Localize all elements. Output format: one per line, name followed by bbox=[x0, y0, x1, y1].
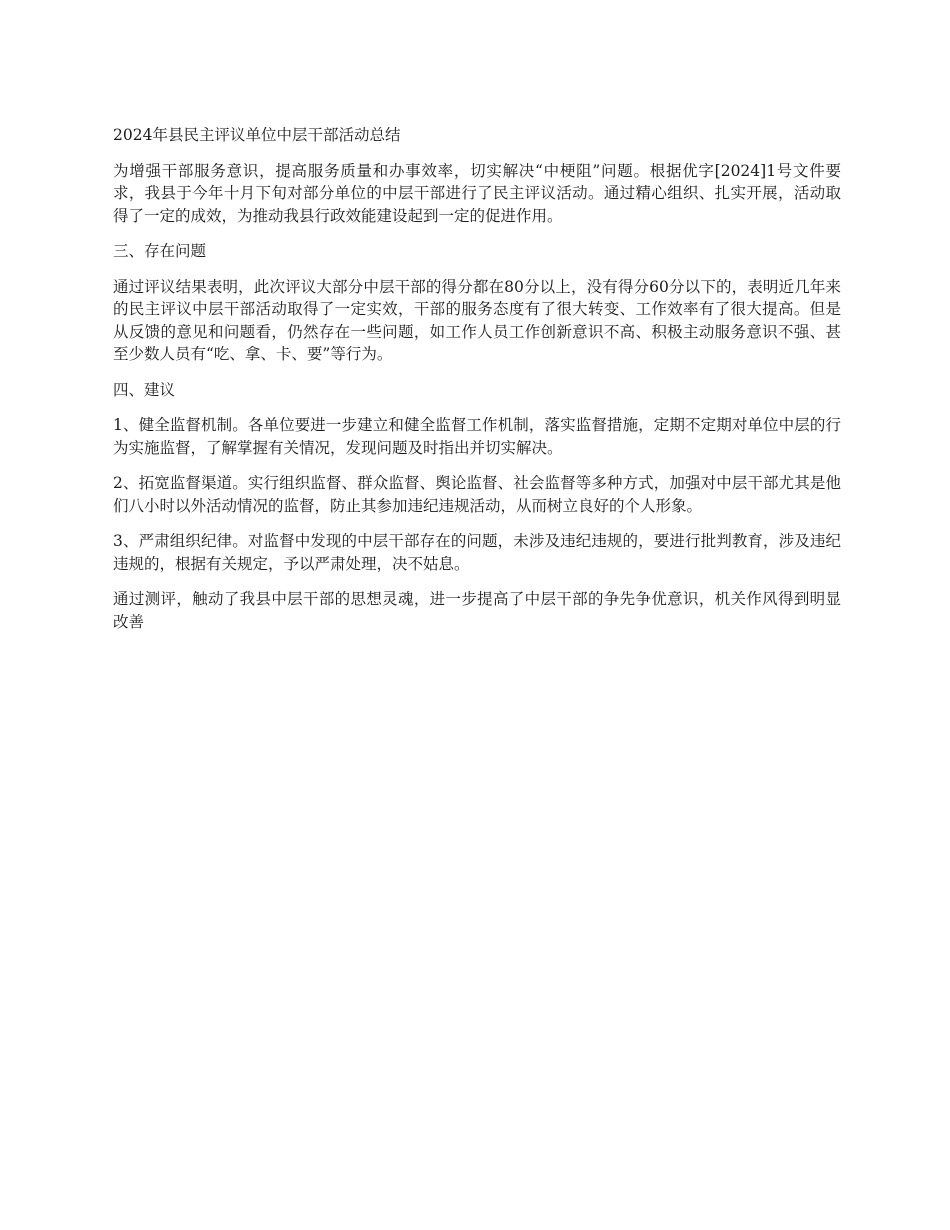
document-title: 2024年县民主评议单位中层干部活动总结 bbox=[113, 126, 401, 144]
section-heading-suggestions: 四、建议 bbox=[113, 380, 176, 399]
section-heading-problems: 三、存在问题 bbox=[113, 242, 207, 260]
document-page bbox=[113, 124, 841, 646]
problems-paragraph: 通过评议结果表明，此次评议大部分中层干部的得分都在80分以上，没有得分60分以下的，表明近几年来的民主评议中层干部活动取得了一定实效，干部的服务态度有了很大转变、工作效率有了很大提高。但是从反馈的意见和问题看，仍然存在一些问题，如工作人员工作创新意识不高、积极主动服务意识不强、甚至少数人员有“吃、拿、卡、要”等行为。 bbox=[113, 277, 841, 363]
suggestion-paragraph-1: 1、健全监督机制。各单位要进一步建立和健全监督工作机制，落实监督措施，定期不定期对单位中层的行为实施监督，了解掌握有关情况，发现问题及时指出并切实解决。 bbox=[113, 416, 841, 457]
suggestion-paragraph-2: 2、拓宽监督渠道。实行组织监督、群众监督、舆论监督、社会监督等多种方式，加强对中层干部尤其是他们八小时以外活动情况的监督，防止其参加违纪违规活动，从而树立良好的个人形象。 bbox=[113, 474, 841, 515]
intro-paragraph: 为增强干部服务意识，提高服务质量和办事效率，切实解决“中梗阻”问题。根据优字[2024]1号文件要求，我县于今年十月下旬对部分单位的中层干部进行了民主评议活动。通过精心组织、扎实开展，活动取得了一定的成效，为推动我县行政效能建设起到一定的促进作用。 bbox=[113, 161, 841, 225]
conclusion-paragraph: 通过测评，触动了我县中层干部的思想灵魂，进一步提高了中层干部的争先争优意识，机关作风得到明显改善 bbox=[113, 590, 841, 631]
suggestion-paragraph-3: 3、严肃组织纪律。对监督中发现的中层干部存在的问题，未涉及违纪违规的，要进行批判教育，涉及违纪违规的，根据有关规定，予以严肃处理，决不姑息。 bbox=[113, 532, 841, 573]
